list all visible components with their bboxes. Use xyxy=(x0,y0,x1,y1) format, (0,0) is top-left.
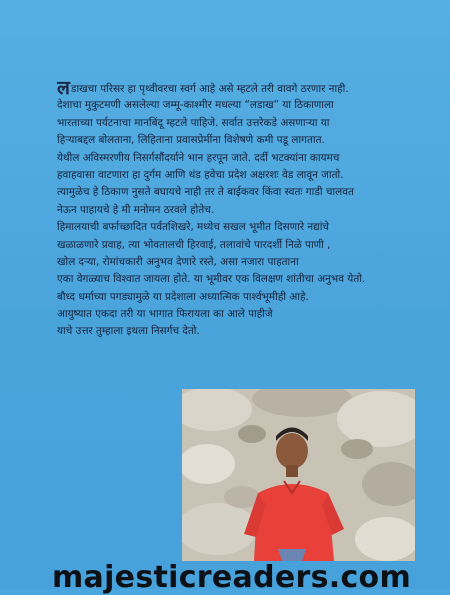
blurb-line: एका वेगळ्याच विश्वात जायला होते. या भूमीवर एक विलक्षण शांतीचा अनुभव येतो. xyxy=(57,273,366,286)
blurb-line: नेऊन पाहायचे हे मी मनोमन ठरवले होतेच. xyxy=(57,203,215,216)
watermark-text: majesticreaders.com xyxy=(52,560,412,595)
blurb-line: खळाळणारे प्रवाह, त्या भोवतालची हिरवाई, तलावांचे पारदर्शी निळे पाणी , xyxy=(57,238,331,251)
blurb-line: देशाचा मुकुटमणी असलेल्या जम्मू-काश्मीर मधल्या “लडाख” या ठिकाणाला xyxy=(57,99,334,112)
blurb-line: येथील अविस्मरणीय निसर्गसौंदर्याने भान हरपून जाते. दर्दी भटक्यांना कायमच xyxy=(57,151,340,164)
blurb-line: लडाखचा परिसर हा पृथ्वीवरचा स्वर्ग आहे असे म्हटले तरी वावगे ठरणार नाही. xyxy=(57,80,443,97)
blurb-line: खोल दऱ्या, रोमांचकारी अनुभव देणारे रस्ते, असा नजारा पाहताना xyxy=(57,255,299,268)
drop-cap: ल xyxy=(57,80,70,98)
author-photo xyxy=(182,389,415,561)
blurb-line: हिऱ्याबद्दल बोलताना, लिहिताना प्रवासप्रेमींना विशेषणे कमी पडू लागतात. xyxy=(57,134,325,147)
blurb-line: याचे उत्तर तुम्हाला इथला निसर्गच देतो. xyxy=(57,325,200,338)
blurb-line: हिमालयाची बर्फाच्छादित पर्वतशिखरे, मध्येच सखल भूमीत दिसणारे नद्यांचे xyxy=(57,221,329,234)
author-photo-illustration xyxy=(182,389,415,561)
blurb-line: बौध्द धर्माच्या पगड्यामुळे या प्रदेशाला अध्यात्मिक पार्श्वभूमीही आहे. xyxy=(57,290,309,303)
blurb-text xyxy=(57,80,443,341)
blurb-line: आयुष्यात एकदा तरी या भागात फिरायला का आले पाहीजे xyxy=(57,308,273,321)
blurb-line: हवाहवासा वाटणारा हा दुर्गम आणि थंड हवेचा प्रदेश अक्षरशः वेड लावून जातो. xyxy=(57,168,344,181)
blurb-line: त्यामुळेच हे ठिकाण नुसते बघायचे नाही तर ते बाईकवर किंवा स्वतः गाडी चालवत xyxy=(57,186,354,199)
blurb-line: भारताच्या पर्यटनाचा मानबिंदू म्हटले पाहिजे. सर्वात उत्तरेकडे असणाऱ्या या xyxy=(57,116,330,129)
